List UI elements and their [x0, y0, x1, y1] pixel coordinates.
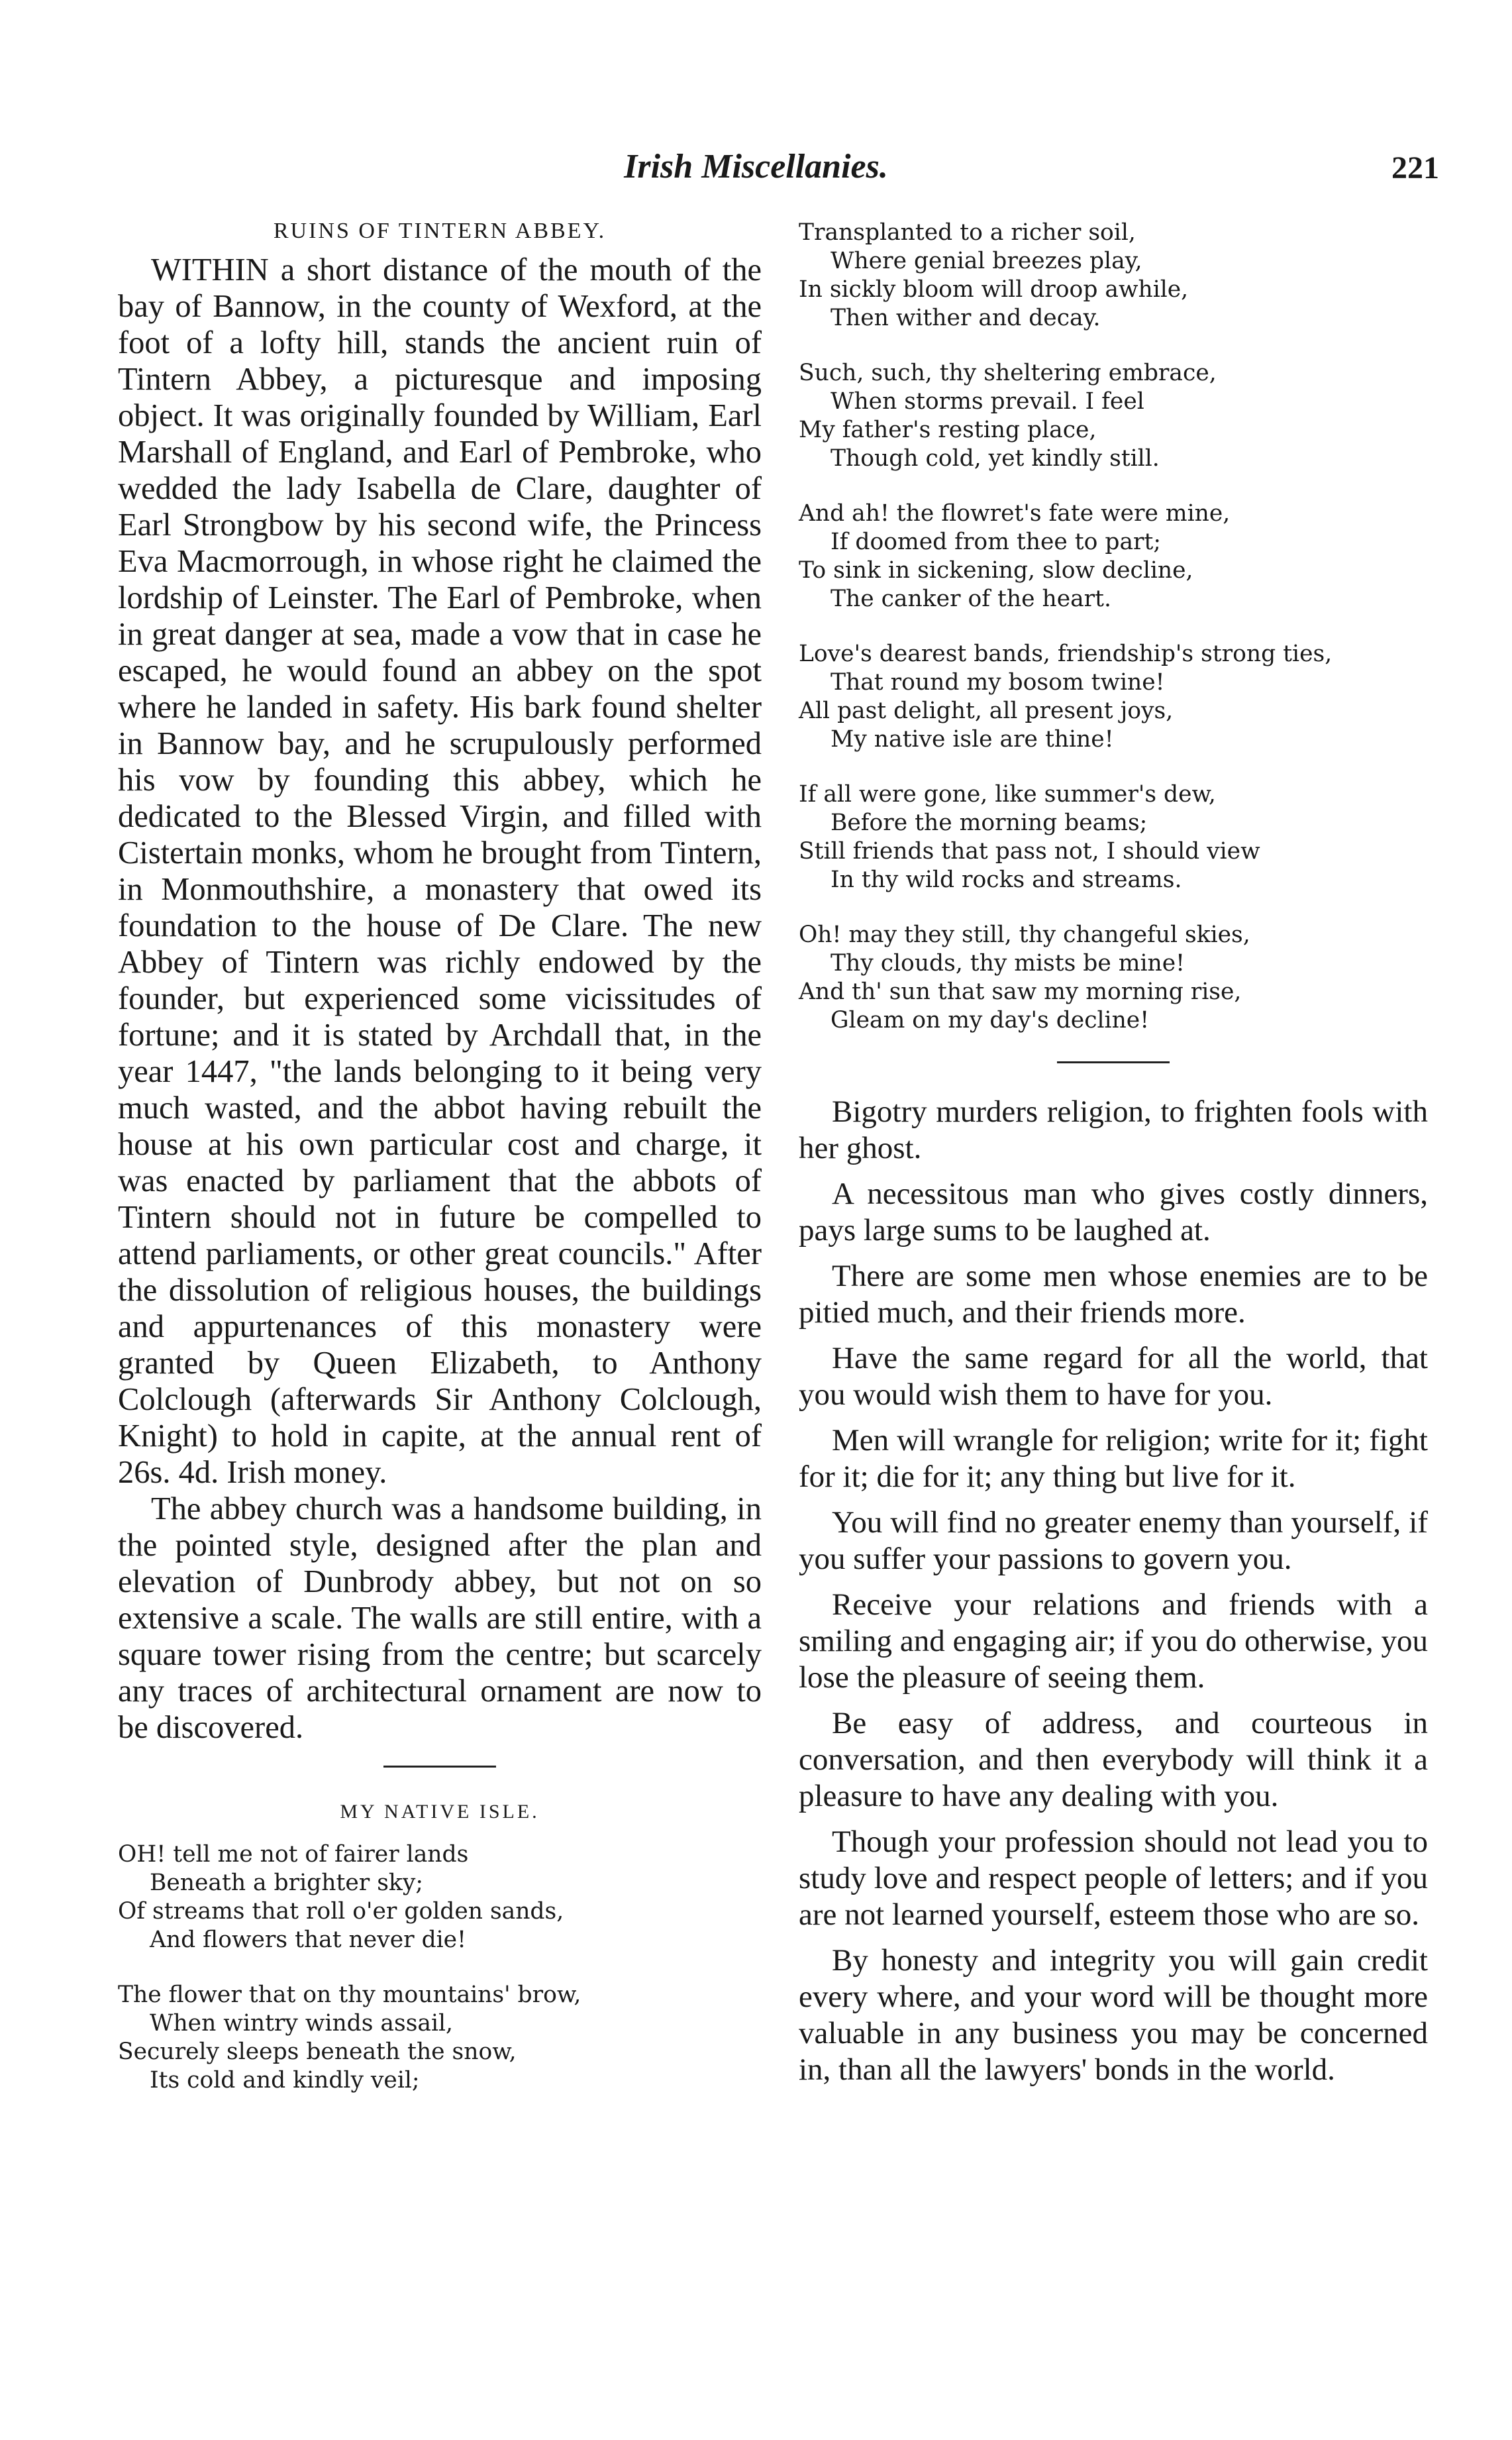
poem-title: MY NATIVE ISLE.	[340, 1801, 540, 1823]
article-paragraph: The abbey church was a handsome building, in the pointed style, designed after the plan and elevation of Dunbrody abbey, but not on so extensive a scale. The walls are still entire, with a square tower rising from the centre; but scarcely any traces of architectural ornament are now to be discovered.	[118, 1491, 762, 1745]
poem-stanza	[118, 1840, 762, 1954]
poem-line: Thy clouds, thy mists be mine!	[831, 950, 1185, 977]
poem-line: Still friends that pass not, I should view	[799, 838, 1260, 865]
poem-line: Securely sleeps beneath the snow,	[118, 2039, 517, 2065]
poem-line: Gleam on my day's decline!	[831, 1007, 1150, 1034]
maxim: By honesty and integrity you will gain credit every where, and your word will be thought more valuable in any business you may be concerned in, than all the lawyers' bonds in the world.	[799, 1943, 1428, 2087]
maxim: Be easy of address, and courteous in conversation, and then everybody will think it a pleasure to have any dealing with you.	[799, 1706, 1428, 1813]
poem-line: To sink in sickening, slow decline,	[799, 557, 1193, 584]
maxims-list	[799, 1094, 1428, 2088]
poem-line: The flower that on thy mountains' brow,	[118, 1982, 581, 2008]
poem-line: When wintry winds assail,	[150, 2010, 454, 2037]
poem-stanza	[799, 359, 1428, 473]
left-column	[118, 219, 762, 2121]
poem-line: Such, such, thy sheltering embrace,	[799, 360, 1217, 386]
poem-line: Though cold, yet kindly still.	[831, 445, 1160, 472]
poem-line: And ah! the flowret's fate were mine,	[799, 500, 1231, 527]
poem-line: If doomed from thee to part;	[831, 529, 1162, 555]
poem-line: Transplanted to a richer soil,	[799, 219, 1136, 246]
poem-line: Before the morning beams;	[831, 810, 1148, 836]
poem-line: Then wither and decay.	[831, 305, 1101, 331]
maxim: Men will wrangle for religion; write for it; fight for it; die for it; any thing but live for it.	[799, 1423, 1428, 1494]
poem-line: My father's resting place,	[799, 417, 1097, 443]
poem-line: In sickly bloom will droop awhile,	[799, 276, 1189, 303]
page-number: 221	[1391, 150, 1439, 186]
section-divider	[383, 1766, 496, 1768]
poem-line: When storms prevail. I feel	[831, 388, 1144, 415]
poem-line: All past delight, all present joys,	[799, 698, 1174, 724]
poem-line: My native isle are thine!	[831, 726, 1114, 753]
poem-stanza	[118, 1981, 762, 2095]
poem-line: Oh! may they still, thy changeful skies,	[799, 922, 1250, 948]
running-title: Irish Miscellanies.	[624, 148, 888, 186]
poem-line: And th' sun that saw my morning rise,	[799, 979, 1242, 1005]
poem-stanza	[799, 500, 1428, 613]
poem-line: If all were gone, like summer's dew,	[799, 781, 1216, 808]
right-column	[799, 219, 1428, 2097]
maxim: There are some men whose enemies are to be pitied much, and their friends more.	[799, 1259, 1428, 1330]
poem-stanza	[799, 780, 1428, 894]
poem-line: Of streams that roll o'er golden sands,	[118, 1898, 564, 1925]
article-paragraph: WITHIN a short distance of the mouth of the bay of Bannow, in the county of Wexford, at the foot of a lofty hill, stands the ancient ruin of Tintern Abbey, a picturesque and imposing object. It was originally founded by William, Earl Marshall of England, and Earl of Pembroke, who wedded the lady Isabella de Clare, daughter of Earl Strongbow by his second wife, the Princess Eva Macmorrough, in whose right he claimed the lordship of Leinster. The Earl of Pembroke, when in great danger at sea, made a vow that in case he escaped, he would found an abbey on the spot where he landed in safety. His bark found shelter in Bannow bay, and he scrupulously performed his vow by founding this abbey, which he dedicated to the Blessed Virgin, and filled with Cistertain monks, whom he brought from Tintern, in Monmouthshire, a monastery that owed its foundation to the house of De Clare. The new Abbey of Tintern was richly endowed by the founder, but experienced some vicissitudes of fortune; and it is stated by Archdall that, in the year 1447, "the lands belonging to it being very much wasted, and the abbot having rebuilt the house at his own particular cost and charge, it was enacted by parliament that the abbots of Tintern should not in future be compelled to attend parliaments, or other great councils." After the dissolution of religious houses, the buildings and appurtenances of this monastery were granted by Queen Elizabeth, to Anthony Colclough (afterwards Sir Anthony Colclough, Knight) to hold in capite, at the annual rent of 26s. 4d. Irish money.	[118, 252, 762, 1490]
poem-line: Its cold and kindly veil;	[150, 2067, 420, 2094]
poem-line: Where genial breezes play,	[831, 248, 1142, 274]
maxim: You will find no greater enemy than yourself, if you suffer your passions to govern you.	[799, 1505, 1428, 1576]
poem-stanza	[799, 640, 1428, 754]
section-divider	[1057, 1061, 1170, 1063]
maxim: Though your profession should not lead you to study love and respect people of letters; and if you are not learned yourself, esteem those who are so.	[799, 1825, 1428, 1932]
poem-stanza	[799, 921, 1428, 1035]
poem-line: The canker of the heart.	[831, 586, 1112, 612]
maxim: Receive your relations and friends with a smiling and engaging air; if you do otherwise, you lose the pleasure of seeing them.	[799, 1587, 1428, 1695]
poem-stanza	[799, 219, 1428, 333]
article-title: RUINS OF TINTERN ABBEY.	[273, 219, 607, 243]
poem-line: In thy wild rocks and streams.	[831, 867, 1182, 893]
maxim: Have the same regard for all the world, that you would wish them to have for you.	[799, 1341, 1428, 1412]
poem-line: And flowers that never die!	[150, 1927, 466, 1953]
poem-line: Beneath a brighter sky;	[150, 1870, 423, 1896]
maxim: Bigotry murders religion, to frighten fools with her ghost.	[799, 1094, 1428, 1165]
poem-line: OH! tell me not of fairer lands	[118, 1841, 469, 1868]
maxim: A necessitous man who gives costly dinners, pays large sums to be laughed at.	[799, 1177, 1428, 1247]
poem-line: That round my bosom twine!	[831, 669, 1165, 696]
poem-line: Love's dearest bands, friendship's strong ties,	[799, 641, 1333, 667]
